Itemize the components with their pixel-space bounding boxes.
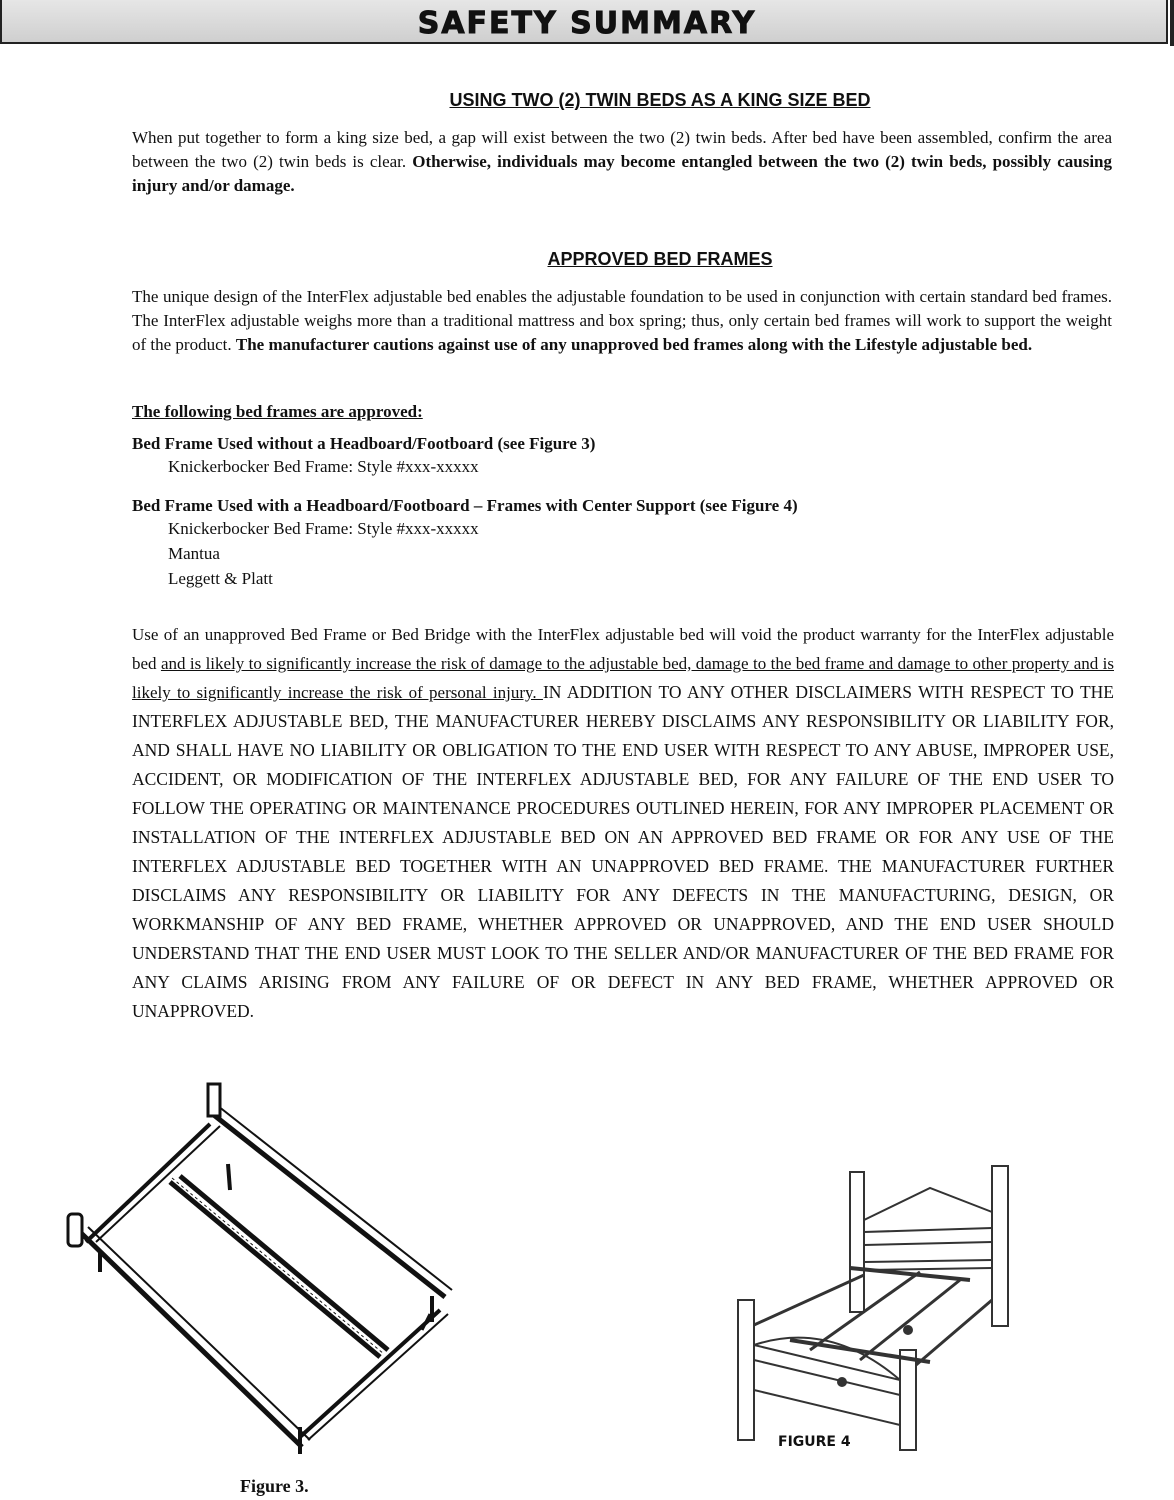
- section-heading-frames: APPROVED BED FRAMES: [547, 249, 773, 269]
- warranty-lead: Use of an unapproved Bed Frame or Bed Bridge with the InterFlex adjustable bed will void the product warranty for the InterFlex adjustable bed: [132, 625, 1114, 673]
- frame-group-2-title: Bed Frame Used with a Headboard/Footboard – Frames with Center Support (see Figure 4): [132, 496, 798, 515]
- page-title: SAFETY SUMMARY: [417, 6, 757, 41]
- warranty-risk: and is likely to significantly increase the risk of damage to the adjustable bed, damage to the bed frame and damage to other property and is likely to significantly increase the risk of personal injury.: [132, 654, 1114, 702]
- king-bed-paragraph: [132, 126, 1112, 198]
- figure-3-bed-frame-drawing: [60, 1082, 460, 1454]
- frame-group-1-item: Knickerbocker Bed Frame: Style #xxx-xxxxx: [168, 457, 479, 476]
- frames-caution: The manufacturer cautions against use of any unapproved bed frames along with the Lifestyle adjustable bed.: [235, 335, 1033, 354]
- frame-group-2-item: Mantua: [168, 544, 220, 563]
- frame-group-2-item: Leggett & Platt: [168, 569, 273, 588]
- frame-group-1-title: Bed Frame Used without a Headboard/Footboard (see Figure 3): [132, 434, 596, 453]
- frames-paragraph: [132, 285, 1112, 357]
- king-bed-warning: Otherwise, individuals may become entangled between the two (2) twin beds, possibly causing injury and/or damage.: [132, 152, 1112, 195]
- king-bed-text: When put together to form a king size bed, a gap will exist between the two (2) twin beds. After bed have been assembled, confirm the area between the two (2) twin beds is clear.: [132, 128, 1112, 171]
- frames-text: The unique design of the InterFlex adjustable bed enables the adjustable foundation to be used in conjunction with certain standard bed frames. The InterFlex adjustable weighs more than a traditional mattress and box spring; thus, only certain bed frames will work to support the weight of the product.: [132, 287, 1112, 354]
- figure-4-bed-with-headboard-drawing: [730, 1150, 1030, 1470]
- approved-heading: The following bed frames are approved:: [132, 402, 423, 421]
- frame-group-2-item: Knickerbocker Bed Frame: Style #xxx-xxxxx: [168, 519, 479, 538]
- section-heading-king-bed: USING TWO (2) TWIN BEDS AS A KING SIZE BED: [449, 90, 871, 110]
- warranty-disclaimer: [132, 620, 1114, 1026]
- figure-4-label: FIGURE 4: [778, 1434, 851, 1450]
- figure-3-caption: Figure 3.: [240, 1476, 309, 1496]
- disclaimer-text: IN ADDITION TO ANY OTHER DISCLAIMERS WITH RESPECT TO THE INTERFLEX ADJUSTABLE BED, THE MANUFACTURER HEREBY DISCLAIMS ANY RESPONSIBILITY OR LIABILITY FOR, AND SHALL HAVE NO LIABILITY OR OBLIGATION TO THE END USER WITH RESPECT TO ANY ABUSE, IMPROPER USE, ACCIDENT, OR MODIFICATION OF THE INTERFLEX ADJUSTABLE BED, FOR ANY FAILURE OF THE END USER TO FOLLOW THE OPERATING OR MAINTENANCE PROCEDURES OUTLINED HEREIN, FOR ANY IMPROPER PLACEMENT OR INSTALLATION OF THE INTERFLEX ADJUSTABLE BED ON AN APPROVED BED FRAME OR FOR ANY USE OF THE INTERFLEX ADJUSTABLE BED TOGETHER WITH AN UNAPPROVED BED FRAME. THE MANUFACTURER FURTHER DISCLAIMS ANY RESPONSIBILITY OR LIABILITY FOR ANY DEFECTS IN THE MANUFACTURING, DESIGN, OR WORKMANSHIP OF ANY BED FRAME, WHETHER APPROVED OR UNAPPROVED, AND THE END USER SHOULD UNDERSTAND THAT THE END USER MUST LOOK TO THE SELLER AND/OR MANUFACTURER OF THE BED FRAME FOR ANY CLAIMS ARISING FROM ANY FAILURE OF OR DEFECT IN ANY BED FRAME, WHETHER APPROVED OR UNAPPROVED.: [132, 682, 1114, 1021]
